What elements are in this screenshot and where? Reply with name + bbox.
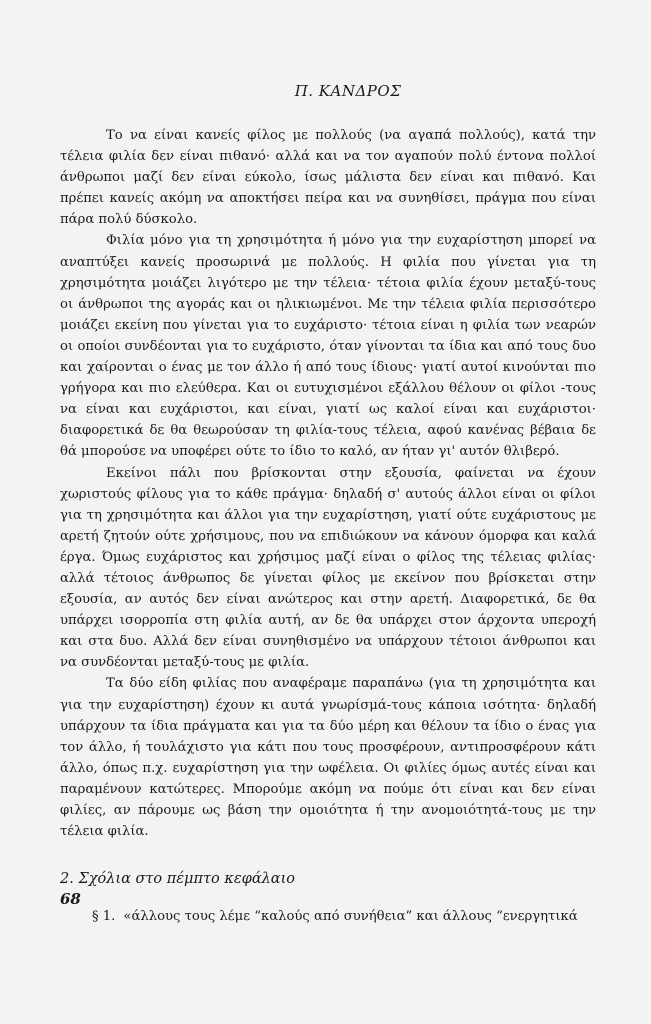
commentary-note <box>60 906 596 927</box>
body-paragraph-1: Το να είναι κανείς φίλος με πολλούς (να αγαπά πολλούς), κατά την τέλεια φιλία δεν είναι πιθανό· αλλά και να τον αγαπούν πολύ έντονα πολλοί άνθρωποι μαζί δεν είναι εύκολο, ίσως μάλιστα δεν είναι και πιθανό. Και πρέπει κανείς ακόμη να αποκτήσει πείρα και να συνηθίσει, πράγμα που είναι πάρα πολύ δύσκολο. <box>60 128 596 228</box>
commentary-text: «άλλους τους λέμε “καλούς από συνήθεια” και άλλους “ενεργητικά <box>123 909 578 925</box>
running-head: Π. ΚΑΝΔΡΟΣ <box>294 82 402 100</box>
body-paragraph-3: Εκείνοι πάλι που βρίσκονται στην εξουσία, φαίνεται να έχουν χωριστούς φίλους για το κάθε πράγμα· δηλαδή σ' αυτούς άλλοι είναι οι φίλοι για τη χρησιμότητα και άλλοι για την ευχαρίστηση, γιατί ούτε ευχάριστους με αρετή ζητούν ούτε χρήσιμους, που να επιδιώκουν να κάνουν όμορφα και καλά έργα. Όμως ευχάριστος και χρήσιμος μαζί είναι ο φίλος της τέλειας φιλίας· αλλά τέτοιος άνθρωπος δε γίνεται φίλος με εκείνον που βρίσκεται στην εξουσία, αν αυτός δεν είναι ανώτερος και στην αρετή. Διαφορετικά, δε θα υπάρχει ισορροπία στη φιλία αυτή, αν δε θα υπάρχει στον άρχοντα υπεροχή και στα δυο. Αλλά δεν είναι συνηθισμένο να υπάρχουν τέτοιοι άνθρωποι και να συνδέονται μεταξύ-τους με φιλία. <box>60 465 596 671</box>
section-heading: 2. Σχόλια στο πέμπτο κεφάλαιο <box>60 871 296 888</box>
book-page <box>60 82 596 927</box>
body-paragraph-4: Τα δύο είδη φιλίας που αναφέραμε παραπάνω (για τη χρησιμότητα και για την ευχαρίστηση) έχουν κι αυτά γνωρίσμά-τους κάποια ισότητα· δηλαδή υπάρχουν τα ίδια πράγματα και για τα δύο μέρη και θέλουν τα ίδιο ο ένας για τον άλλο, ή τουλάχιστο για κάτι που τους προσφέρουν, αντιπροσφέρουν κάτι άλλο, όπως π.χ. ευχαρίστηση για την ωφέλεια. Οι φιλίες όμως αυτές είναι και παραμένουν κατώτερες. Μπορούμε ακόμη να πούμε ότι είναι και δεν είναι φιλίες, αν πάρουμε ως βάση την ομοιότητα ή την ανομοιότητά-τους με την τέλεια φιλία. <box>60 676 596 840</box>
page-number: 68 <box>60 890 81 908</box>
body-paragraph-2: Φιλία μόνο για τη χρησιμότητα ή μόνο για την ευχαρίστηση μπορεί να αναπτύξει κανείς προσωρινά με πολλούς. Η φιλία που γίνεται για τη χρησιμότητα μοιάζει λιγότερο με την τέλεια· τέτοια φιλία έχουν μεταξύ-τους οι άνθρωποι της αγοράς και οι ηλικιωμένοι. Με την τέλεια φιλία περισσότερο μοιάζει εκείνη που γίνεται για το ευχάριστο· τέτοια είναι η φιλία των νεαρών οι οποίοι συνδέονται για το ευχάριστο, όταν γίνονται τα ίδια και από τους δυο και χαίρονται ο ένας με τον άλλο ή από τους ίδιους· γιατί αυτοί κινούνται πιο γρήγορα και πιο ελεύθερα. Και οι ευτυχισμένοι εξάλλου θέλουν οι φίλοι -τους να είναι και ευχάριστοι, και είναι, γιατί ως καλοί είναι και ευχάριστοι· διαφορετικά δε θα θεωρούσαν τη φιλία-τους τέλεια, αφού κανένας βέβαια δε θά μπορούσε να υποφέρει ούτε το ίδιο το καλό, αν ήταν γι' αυτόν θλιβερό. <box>60 233 596 460</box>
section-marker: § 1. <box>92 909 116 925</box>
